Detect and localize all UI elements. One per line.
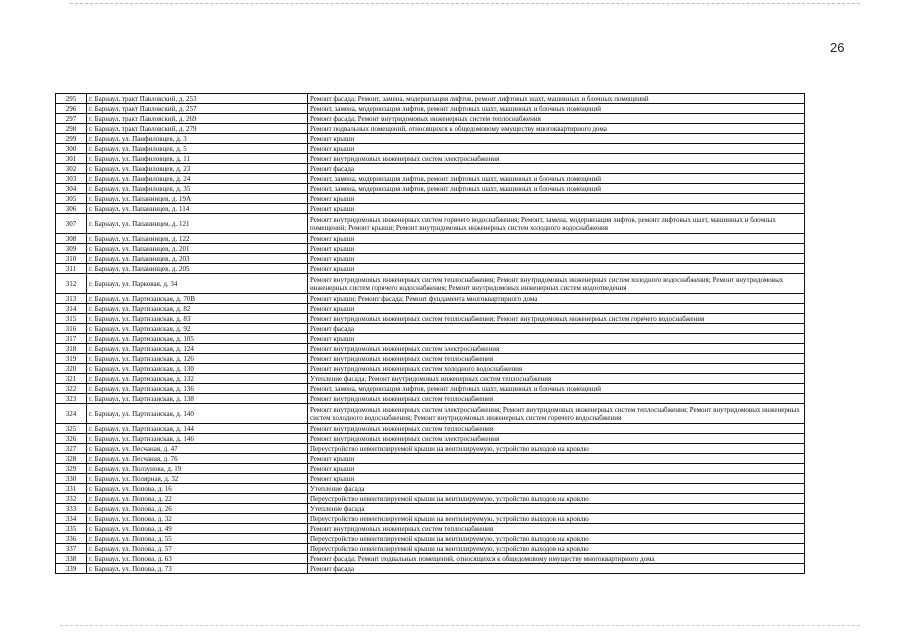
row-number-cell: 302	[56, 164, 87, 174]
row-number-cell: 336	[56, 534, 87, 544]
top-scan-border	[70, 3, 860, 4]
table-row	[56, 534, 805, 544]
row-number-cell: 308	[56, 234, 87, 244]
row-number-cell: 315	[56, 314, 87, 324]
works-cell: Ремонт крыши	[308, 234, 805, 244]
address-cell: г. Барнаул, ул. Попова, д. 57	[87, 544, 308, 554]
address-cell: г. Барнаул, ул. Партизанская, д. 92	[87, 324, 308, 334]
works-cell: Ремонт внутридомовых инженерных систем электроснабжения; Ремонт внутридомовых инженерных систем теплоснабжения; Ремонт внутридомовых инженерных систем холодного водоснабжения; Ремонт внутридомовых инженерных систем горячего водоснабжения	[308, 404, 805, 424]
address-cell: г. Барнаул, тракт Павловский, д. 257	[87, 104, 308, 114]
address-cell: г. Барнаул, ул. Ползунова, д. 19	[87, 464, 308, 474]
address-cell: г. Барнаул, ул. Парковая, д. 34	[87, 274, 308, 294]
table-row	[56, 444, 805, 454]
table-row	[56, 104, 805, 114]
address-cell: г. Барнаул, ул. Попова, д. 49	[87, 524, 308, 534]
table-row	[56, 304, 805, 314]
row-number-cell: 321	[56, 374, 87, 384]
address-cell: г. Барнаул, ул. Полярная, д. 32	[87, 474, 308, 484]
table-row	[56, 394, 805, 404]
works-cell: Ремонт крыши	[308, 204, 805, 214]
row-number-cell: 334	[56, 514, 87, 524]
table-row	[56, 154, 805, 164]
table-row	[56, 474, 805, 484]
works-cell: Переустройство невентилируемой крыши на вентилируемую, устройство выходов на кровлю	[308, 494, 805, 504]
works-cell: Ремонт внутридомовых инженерных систем теплоснабжения; Ремонт внутридомовых инженерных систем горячего водоснабжения	[308, 314, 805, 324]
row-number-cell: 331	[56, 484, 87, 494]
works-cell: Ремонт, замена, модернизация лифтов, ремонт лифтовых шахт, машинных и блочных помещений	[308, 104, 805, 114]
works-cell: Ремонт фасада; Ремонт внутридомовых инженерных систем теплоснабжения	[308, 114, 805, 124]
table-row	[56, 404, 805, 424]
address-cell: г. Барнаул, ул. Папанинцев, д. 121	[87, 214, 308, 234]
works-cell: Ремонт крыши	[308, 264, 805, 274]
address-cell: г. Барнаул, ул. Партизанская, д. 132	[87, 374, 308, 384]
works-cell: Ремонт внутридомовых инженерных систем электроснабжения	[308, 154, 805, 164]
works-cell: Ремонт внутридомовых инженерных систем теплоснабжения; Ремонт внутридомовых инженерных систем холодного водоснабжения; Ремонт внутридомовых инженерных систем горячего водоснабжения; Ремонт внутридомовых инженерных систем водоотведения	[308, 274, 805, 294]
row-number-cell: 318	[56, 344, 87, 354]
address-cell: г. Барнаул, ул. Партизанская, д. 70В	[87, 294, 308, 304]
row-number-cell: 310	[56, 254, 87, 264]
works-cell: Ремонт крыши	[308, 244, 805, 254]
address-cell: г. Барнаул, ул. Песчаная, д. 47	[87, 444, 308, 454]
address-cell: г. Барнаул, ул. Попова, д. 26	[87, 504, 308, 514]
row-number-cell: 307	[56, 214, 87, 234]
works-cell: Ремонт внутридомовых инженерных систем холодного водоснабжения	[308, 364, 805, 374]
table-row	[56, 454, 805, 464]
works-cell: Утепление фасада	[308, 504, 805, 514]
address-cell: г. Барнаул, ул. Партизанская, д. 138	[87, 394, 308, 404]
works-cell: Ремонт внутридомовых инженерных систем электроснабжения	[308, 344, 805, 354]
table-row	[56, 184, 805, 194]
address-cell: г. Барнаул, ул. Панфиловцев, д. 23	[87, 164, 308, 174]
row-number-cell: 337	[56, 544, 87, 554]
table-row	[56, 554, 805, 564]
table-row	[56, 384, 805, 394]
works-cell: Ремонт фасада; Ремонт подвальных помещений, относящихся к общедомовому имуществу многоквартирного дома	[308, 554, 805, 564]
address-cell: г. Барнаул, ул. Папанинцев, д. 19А	[87, 194, 308, 204]
address-cell: г. Барнаул, ул. Песчаная, д. 76	[87, 454, 308, 464]
address-cell: г. Барнаул, ул. Партизанская, д. 140	[87, 404, 308, 424]
table-row	[56, 324, 805, 334]
row-number-cell: 299	[56, 134, 87, 144]
row-number-cell: 325	[56, 424, 87, 434]
row-number-cell: 317	[56, 334, 87, 344]
address-cell: г. Барнаул, ул. Панфиловцев, д. 3	[87, 134, 308, 144]
row-number-cell: 322	[56, 384, 87, 394]
row-number-cell: 301	[56, 154, 87, 164]
row-number-cell: 298	[56, 124, 87, 134]
row-number-cell: 297	[56, 114, 87, 124]
row-number-cell: 320	[56, 364, 87, 374]
address-cell: г. Барнаул, ул. Папанинцев, д. 122	[87, 234, 308, 244]
address-cell: г. Барнаул, ул. Попова, д. 63	[87, 554, 308, 564]
address-cell: г. Барнаул, ул. Панфиловцев, д. 24	[87, 174, 308, 184]
table-row	[56, 564, 805, 574]
works-cell: Ремонт внутридомовых инженерных систем электроснабжения	[308, 434, 805, 444]
row-number-cell: 332	[56, 494, 87, 504]
works-cell: Ремонт фасада; Ремонт, замена, модернизация лифтов, ремонт лифтовых шахт, машинных и блочных помещений	[308, 94, 805, 104]
works-cell: Ремонт крыши	[308, 464, 805, 474]
address-cell: г. Барнаул, ул. Партизанская, д. 105	[87, 334, 308, 344]
row-number-cell: 305	[56, 194, 87, 204]
works-cell: Утепление фасада; Ремонт внутридомовых инженерных систем теплоснабжения	[308, 374, 805, 384]
row-number-cell: 329	[56, 464, 87, 474]
table-row	[56, 544, 805, 554]
row-number-cell: 328	[56, 454, 87, 464]
works-cell: Ремонт крыши	[308, 304, 805, 314]
row-number-cell: 338	[56, 554, 87, 564]
table-row	[56, 424, 805, 434]
table-row	[56, 464, 805, 474]
address-cell: г. Барнаул, ул. Панфиловцев, д. 5	[87, 144, 308, 154]
row-number-cell: 312	[56, 274, 87, 294]
table-row	[56, 504, 805, 514]
repair-program-table	[55, 93, 805, 574]
address-cell: г. Барнаул, ул. Панфиловцев, д. 35	[87, 184, 308, 194]
row-number-cell: 300	[56, 144, 87, 154]
works-cell: Ремонт крыши	[308, 194, 805, 204]
works-cell: Ремонт крыши	[308, 134, 805, 144]
works-cell: Ремонт крыши	[308, 254, 805, 264]
row-number-cell: 339	[56, 564, 87, 574]
table-row	[56, 174, 805, 184]
table-row	[56, 194, 805, 204]
table-row	[56, 254, 805, 264]
works-cell: Ремонт крыши	[308, 144, 805, 154]
table-row	[56, 374, 805, 384]
row-number-cell: 314	[56, 304, 87, 314]
table-row	[56, 134, 805, 144]
works-cell: Ремонт внутридомовых инженерных систем теплоснабжения	[308, 394, 805, 404]
table-row	[56, 214, 805, 234]
works-cell: Ремонт внутридомовых инженерных систем горячего водоснабжения; Ремонт, замена, модернизация лифтов, ремонт лифтовых шахт, машинных и блочных помещений; Ремонт крыши; Ремонт внутридомовых инженерных систем холодного водоснабжения	[308, 214, 805, 234]
works-cell: Утепление фасада	[308, 484, 805, 494]
table-body	[56, 94, 805, 574]
row-number-cell: 323	[56, 394, 87, 404]
address-cell: г. Барнаул, ул. Партизанская, д. 146	[87, 434, 308, 444]
table-row	[56, 114, 805, 124]
row-number-cell: 327	[56, 444, 87, 454]
row-number-cell: 316	[56, 324, 87, 334]
address-cell: г. Барнаул, тракт Павловский, д. 253	[87, 94, 308, 104]
works-cell: Переустройство невентилируемой крыши на вентилируемую, устройство выходов на кровлю	[308, 534, 805, 544]
address-cell: г. Барнаул, ул. Попова, д. 22	[87, 494, 308, 504]
table-row	[56, 264, 805, 274]
address-cell: г. Барнаул, тракт Павловский, д. 269	[87, 114, 308, 124]
address-cell: г. Барнаул, ул. Партизанская, д. 130	[87, 364, 308, 374]
table-row	[56, 164, 805, 174]
works-cell: Ремонт внутридомовых инженерных систем теплоснабжения	[308, 354, 805, 364]
works-cell: Ремонт крыши	[308, 334, 805, 344]
works-cell: Ремонт, замена, модернизация лифтов, ремонт лифтовых шахт, машинных и блочных помещений	[308, 184, 805, 194]
row-number-cell: 296	[56, 104, 87, 114]
table-row	[56, 514, 805, 524]
works-cell: Ремонт фасада	[308, 564, 805, 574]
address-cell: г. Барнаул, ул. Партизанская, д. 126	[87, 354, 308, 364]
address-cell: г. Барнаул, ул. Папанинцев, д. 203	[87, 254, 308, 264]
table-row	[56, 364, 805, 374]
works-cell: Ремонт внутридомовых инженерных систем теплоснабжения	[308, 524, 805, 534]
works-cell: Переустройство невентилируемой крыши на вентилируемую, устройство выходов на кровлю	[308, 514, 805, 524]
address-cell: г. Барнаул, ул. Партизанская, д. 124	[87, 344, 308, 354]
table-row	[56, 124, 805, 134]
table-row	[56, 144, 805, 154]
works-cell: Ремонт, замена, модернизация лифтов, ремонт лифтовых шахт, машинных и блочных помещений	[308, 174, 805, 184]
row-number-cell: 311	[56, 264, 87, 274]
works-cell: Ремонт подвальных помещений, относящихся к общедомовому имуществу многоквартирного дома	[308, 124, 805, 134]
address-cell: г. Барнаул, ул. Попова, д. 16	[87, 484, 308, 494]
works-cell: Переустройство невентилируемой крыши на вентилируемую, устройство выходов на кровлю	[308, 444, 805, 454]
address-cell: г. Барнаул, ул. Партизанская, д. 136	[87, 384, 308, 394]
row-number-cell: 313	[56, 294, 87, 304]
address-cell: г. Барнаул, ул. Папанинцев, д. 205	[87, 264, 308, 274]
works-cell: Ремонт внутридомовых инженерных систем теплоснабжения	[308, 424, 805, 434]
address-cell: г. Барнаул, ул. Папанинцев, д. 114	[87, 204, 308, 214]
address-cell: г. Барнаул, тракт Павловский, д. 279	[87, 124, 308, 134]
bottom-scan-border	[60, 625, 860, 626]
table-row	[56, 314, 805, 324]
address-cell: г. Барнаул, ул. Попова, д. 55	[87, 534, 308, 544]
works-cell: Ремонт, замена, модернизация лифтов, ремонт лифтовых шахт, машинных и блочных помещений	[308, 384, 805, 394]
row-number-cell: 303	[56, 174, 87, 184]
page-number: 26	[830, 40, 845, 55]
row-number-cell: 295	[56, 94, 87, 104]
table-row	[56, 344, 805, 354]
works-cell: Ремонт фасада	[308, 164, 805, 174]
row-number-cell: 330	[56, 474, 87, 484]
address-cell: г. Барнаул, ул. Партизанская, д. 83	[87, 314, 308, 324]
row-number-cell: 309	[56, 244, 87, 254]
row-number-cell: 326	[56, 434, 87, 444]
row-number-cell: 306	[56, 204, 87, 214]
address-cell: г. Барнаул, ул. Панфиловцев, д. 11	[87, 154, 308, 164]
table-row	[56, 244, 805, 254]
works-cell: Ремонт крыши	[308, 454, 805, 464]
row-number-cell: 335	[56, 524, 87, 534]
table-row	[56, 94, 805, 104]
table-row	[56, 434, 805, 444]
row-number-cell: 304	[56, 184, 87, 194]
table-row	[56, 354, 805, 364]
works-cell: Ремонт фасада	[308, 324, 805, 334]
table-row	[56, 204, 805, 214]
address-cell: г. Барнаул, ул. Попова, д. 73	[87, 564, 308, 574]
row-number-cell: 324	[56, 404, 87, 424]
table-row	[56, 294, 805, 304]
works-cell: Ремонт крыши	[308, 474, 805, 484]
works-cell: Ремонт крыши; Ремонт фасада; Ремонт фундамента многоквартирного дома	[308, 294, 805, 304]
address-cell: г. Барнаул, ул. Попова, д. 32	[87, 514, 308, 524]
table-row	[56, 334, 805, 344]
table-row	[56, 484, 805, 494]
row-number-cell: 319	[56, 354, 87, 364]
address-cell: г. Барнаул, ул. Папанинцев, д. 201	[87, 244, 308, 254]
row-number-cell: 333	[56, 504, 87, 514]
table-row	[56, 524, 805, 534]
works-cell: Переустройство невентилируемой крыши на вентилируемую, устройство выходов на кровлю	[308, 544, 805, 554]
address-cell: г. Барнаул, ул. Партизанская, д. 144	[87, 424, 308, 434]
table-row	[56, 234, 805, 244]
address-cell: г. Барнаул, ул. Партизанская, д. 82	[87, 304, 308, 314]
table-row	[56, 274, 805, 294]
table-row	[56, 494, 805, 504]
